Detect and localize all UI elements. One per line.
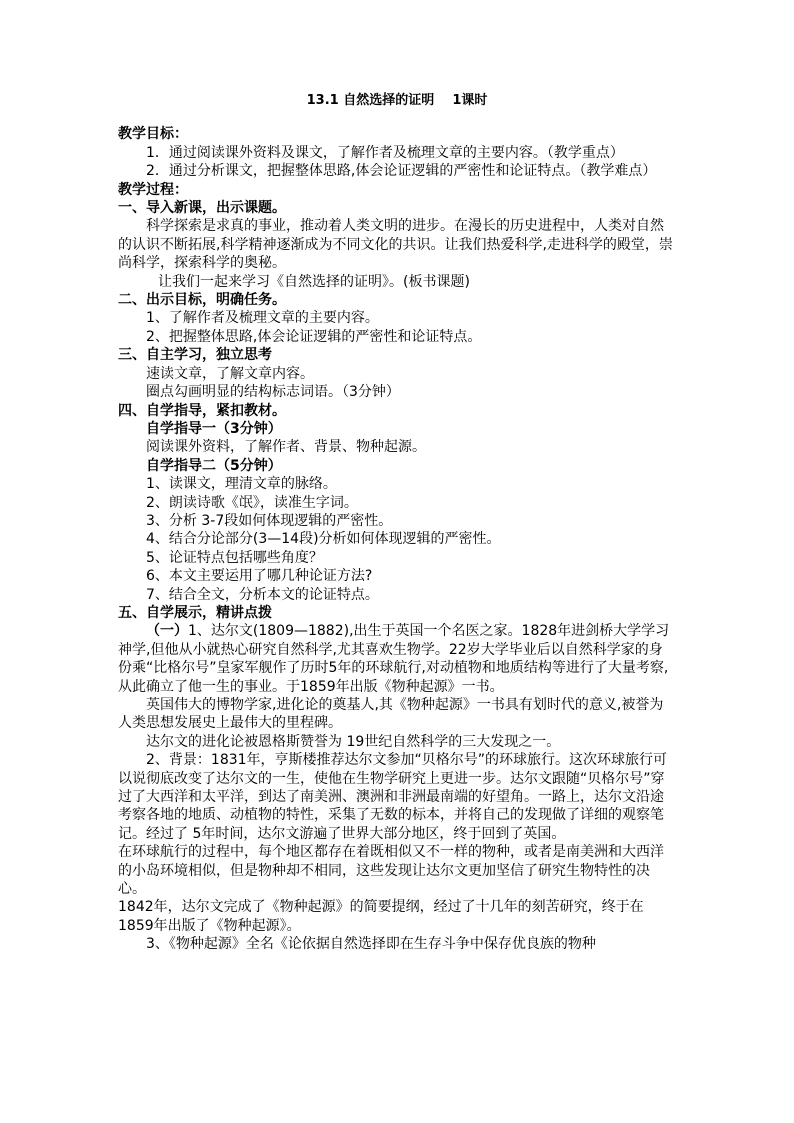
- section-heading: 四、自学指导，紧扣教材。: [118, 402, 286, 419]
- paragraph: 在环球航行的过程中，每个地区都存在着既相似又不一样的物种，或者是南美洲和大西洋的小岛环境相似，但是物种却不相同，这些发现让达尔文更加坚信了研究生物特性的决心。: [118, 844, 664, 898]
- goals-heading: 教学目标：: [118, 126, 188, 143]
- list-item: 2、朗读诗歌《氓》，读准生字词。: [146, 494, 358, 511]
- list-item: 6、本文主要运用了哪几种论证方法?: [146, 568, 373, 585]
- process-heading: 教学过程：: [118, 181, 188, 198]
- paragraph: 让我们一起来学习《自然选择的证明》。(板书课题): [158, 273, 470, 290]
- list-item: 7、结合全文，分析本文的论证特点。: [146, 586, 379, 603]
- list-item: 1、读课文，理清文章的脉络。: [146, 476, 337, 493]
- section-heading: 一、导入新课，出示课题。: [118, 200, 286, 217]
- list-item: 5、论证特点包括哪些角度？: [146, 549, 323, 566]
- page-title: 13.1 自然选择的证明 1课时: [306, 93, 488, 108]
- paragraph: 1842年，达尔文完成了《物种起源》的简要提纲，经过了十几年的刻苦研究，终于在 1859年出版了《物种起源》。: [118, 899, 644, 934]
- document-page: [118, 92, 676, 954]
- list-item: 2、把握整体思路,体会论证逻辑的严密性和论证特点。: [146, 328, 482, 345]
- goal-item: 2．通过分析课文，把握整体思路,体会论证逻辑的严密性和论证特点。（教学难点）: [146, 163, 657, 180]
- section-heading: 二、出示目标，明确任务。: [118, 292, 286, 309]
- section-heading: 五、自学展示，精讲点拨: [118, 604, 272, 621]
- paragraph: 阅读课外资料，了解作者、背景、物种起源。: [146, 439, 426, 456]
- list-item: 3、分析 3-7段如何体现逻辑的严密性。: [146, 512, 393, 529]
- subheading: 自学指导二（5分钟）: [146, 457, 282, 474]
- list-item: 1、了解作者及梳理文章的主要内容。: [146, 310, 379, 327]
- section-heading: 三、自主学习，独立思考: [118, 347, 272, 364]
- paragraph: 3、《物种起源》全名《论依据自然选择即在生存斗争中保存优良族的物种: [146, 936, 596, 953]
- paragraph: 科学探索是求真的事业，推动着人类文明的进步。在漫长的历史进程中，人类对自然的认识不断拓展,科学精神逐渐成为不同文化的共识。让我们热爱科学,走进科学的殿堂，崇尚科学，探索科学的奥秘。: [118, 218, 673, 272]
- paragraph: [118, 622, 676, 696]
- list-item: 4、结合分论部分(3—14段)分析如何体现逻辑的严密性。: [146, 531, 501, 548]
- subheading: 自学指导一（3分钟）: [146, 420, 282, 437]
- paragraph-text: 1、达尔文(1809—1882),出生于英国一个名医之家。1828年进剑桥大学学习神学,但他从小就热心研究自然科学,尤其喜欢生物学。22岁大学毕业后以自然科学家的身份乘“比格尔号”皇家军舰作了历时5年的环球航行,对动植物和地质结构等进行了大量考察,从此确立了他一生的事业。于1859年出版《物种起源》一书。: [118, 623, 670, 695]
- goal-item: 1．通过阅读课外资料及课文，了解作者及梳理文章的主要内容。（教学重点）: [146, 144, 624, 161]
- paragraph: 达尔文的进化论被恩格斯赞誉为 19世纪自然科学的三大发现之一。: [146, 733, 561, 750]
- list-item: 圈点勾画明显的结构标志词语。（3分钟）: [146, 384, 400, 401]
- paragraph-marker: （一）: [146, 623, 188, 640]
- paragraph: 英国伟大的博物学家,进化论的奠基人,其《物种起源》一书具有划时代的意义,被誉为人类思想发展史上最伟大的里程碑。: [118, 697, 664, 732]
- paragraph: 2、背景：1831年，亨斯楼推荐达尔文参加“贝格尔号”的环球旅行。这次环球旅行可以说彻底改变了达尔文的一生，使他在生物学研究上更进一步。达尔文跟随“贝格尔号”穿过了大西洋和太平洋，到达了南美洲、澳洲和非洲最南端的好望角。一路上，达尔文沿途考察各地的地质、动植物的特性，采集了无数的标本，并将自己的发现做了详细的观察笔记。经过了 5年时间，达尔文游遍了世界大部分地区，终于回到了英国。: [118, 752, 668, 842]
- list-item: 速读文章，了解文章内容。: [146, 365, 314, 382]
